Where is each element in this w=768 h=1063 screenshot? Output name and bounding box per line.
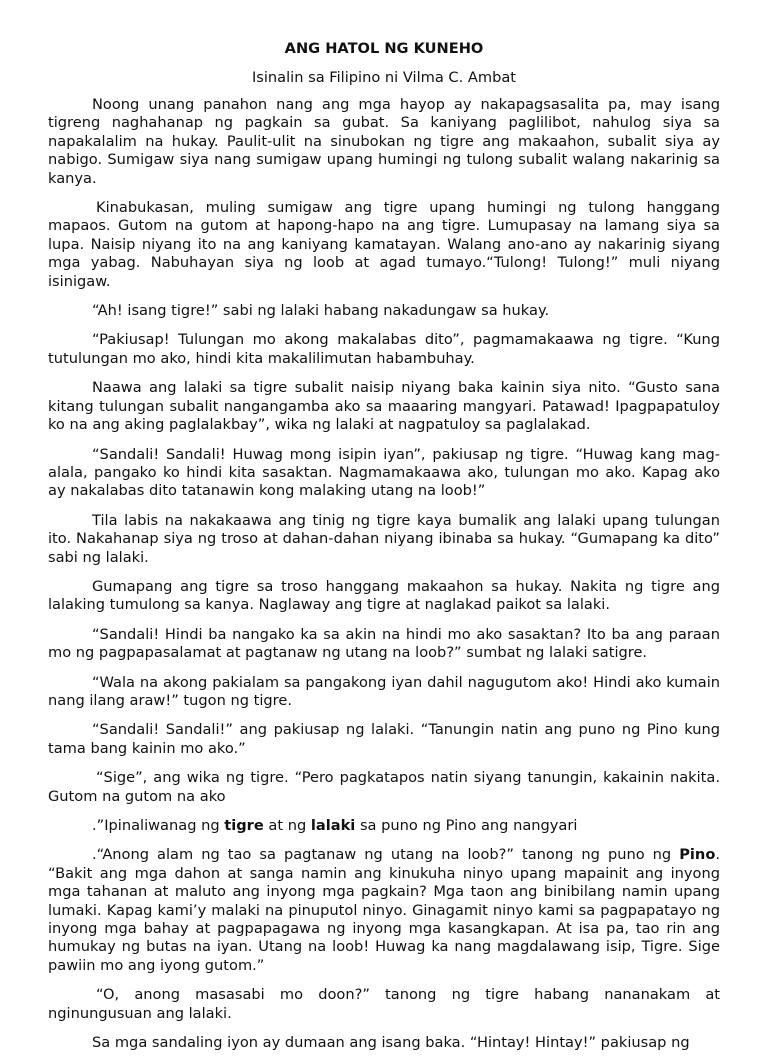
paragraph (48, 817, 720, 835)
paragraph: “Wala na akong pakialam sa pangakong iyan dahil nagugutom ako! Hindi ako kumain nang ilang araw!” tugon ng tigre. (48, 673, 720, 709)
paragraph: Sa mga sandaling iyon ay dumaan ang isang baka. “Hintay! Hintay!” pakiusap ng (92, 1034, 690, 1052)
paragraph: “Pakiusap! Tulungan mo akong makalabas dito”, pagmamakaawa ng tigre. “Kung tutulungan mo ako, hindi kita makalilimutan habambuhay. (48, 331, 720, 367)
paragraph-text: .“Anong alam ng tao sa pagtanaw ng utang na loob?” tanong ng puno ng (92, 846, 680, 864)
bold-term: lalaki (310, 817, 356, 834)
paragraph: “O, anong masasabi mo doon?” tanong ng tigre habang nananakam at nginungusuan ang lalaki. (48, 986, 720, 1022)
bold-term: Pino (679, 846, 716, 864)
paragraph: Naawa ang lalaki sa tigre subalit naisip niyang baka kainin siya nito. “Gusto sana kitang tulungan subalit nangangamba ako sa maaaring mangyari. Patawad! Ipagpapatuloy ko na ang aking paglalakbay”, wika ng lalaki at nagpatuloy sa paglalakad. (48, 379, 720, 434)
paragraph: Kinabukasan, muling sumigaw ang tigre upang humingi ng tulong hanggang mapaos. Gutom na gutom at hapong-hapo na ang tigre. Lumupasay na lamang siya sa lupa. Naisip niyang ito na ang kaniyang kamatayan. Walang ano-ano ay nakarinig siyang mga yabag. Nabuhayan siya ng loob at agad tumayo.“Tulong! Tulong!” muli niyang isinigaw. (48, 199, 720, 290)
document-subtitle: Isinalin sa Filipino ni Vilma C. Ambat (251, 69, 517, 86)
paragraph (48, 846, 720, 975)
paragraph: Gumapang ang tigre sa troso hanggang makaahon sa hukay. Nakita ng tigre ang lalaking tumulong sa kanya. Naglaway ang tigre at naglakad paikot sa lalaki. (48, 577, 720, 614)
paragraph-text: . “Bakit ang mga dahon at sanga namin ang kinukuha ninyo upang mapainit ang inyong mga tahanan at maluto ang inyong mga pagkain? Mga taon ang binibilang namin upang lumaki. Kapag kami’y malaki na pinuputol ninyo. Ginagamit ninyo kami sa pagpapatayo ng inyong mga bahay at pagpapagawa ng inyong mga kasangkapan. At isa pa, tao rin ang humukay ng butas na iyan. Utang na loob! Huwag ka nang magdalawang isip, Tigre. Sige pawiin mo ang iyong gutom.” (48, 846, 720, 974)
document-page (48, 40, 720, 1063)
paragraph-text: at ng (263, 817, 311, 834)
paragraph: “Sige”, ang wika ng tigre. “Pero pagkatapos natin siyang tanungin, kakainin nakita. Gutom na gutom na ako (48, 769, 720, 805)
paragraph: Noong unang panahon nang ang mga hayop ay nakapagsasalita pa, may isang tigreng naghahanap ng pagkain sa gubat. Sa kaniyang paglilibot, nahulog siya sa napakalalim na hukay. Paulit-ulit na sinubokan ng tigre ang makaahon, subalit siya ay nabigo. Sumigaw siya nang sumigaw upang humingi ng tulong subalit walang nakarinig sa kanya. (48, 96, 720, 187)
paragraph: “Sandali! Hindi ba nangako ka sa akin na hindi mo ako sasaktan? Ito ba ang paraan mo ng pagpapasalamat at pagtanaw ng utang na loob?” sumbat ng lalaki satigre. (48, 625, 720, 662)
paragraph: “Sandali! Sandali! Huwag mong isipin iyan”, pakiusap ng tigre. “Huwag kang mag-alala, pangako ko hindi kita sasaktan. Nagmamakaawa ako, tulungan mo ako. Kapag ako ay nakalabas dito tatanawin kong malaking utang na loob!” (48, 445, 720, 500)
paragraph-text: sa puno ng Pino ang nangyari (355, 817, 578, 834)
paragraph: “Ah! isang tigre!” sabi ng lalaki habang nakadungaw sa hukay. (92, 302, 550, 320)
bold-term: tigre (224, 817, 264, 834)
paragraph-text: .”Ipinaliwanag ng (92, 817, 225, 834)
paragraph: Tila labis na nakakaawa ang tinig ng tigre kaya bumalik ang lalaki upang tulungan ito. Nakahanap siya ng troso at dahan-dahan niyang ibinaba sa hukay. “Gumapang ka dito” sabi ng lalaki. (48, 511, 720, 566)
document-title: ANG HATOL NG KUNEHO (284, 40, 484, 57)
paragraph: “Sandali! Sandali!” ang pakiusap ng lalaki. “Tanungin natin ang puno ng Pino kung tama bang kainin mo ako.” (48, 721, 720, 757)
